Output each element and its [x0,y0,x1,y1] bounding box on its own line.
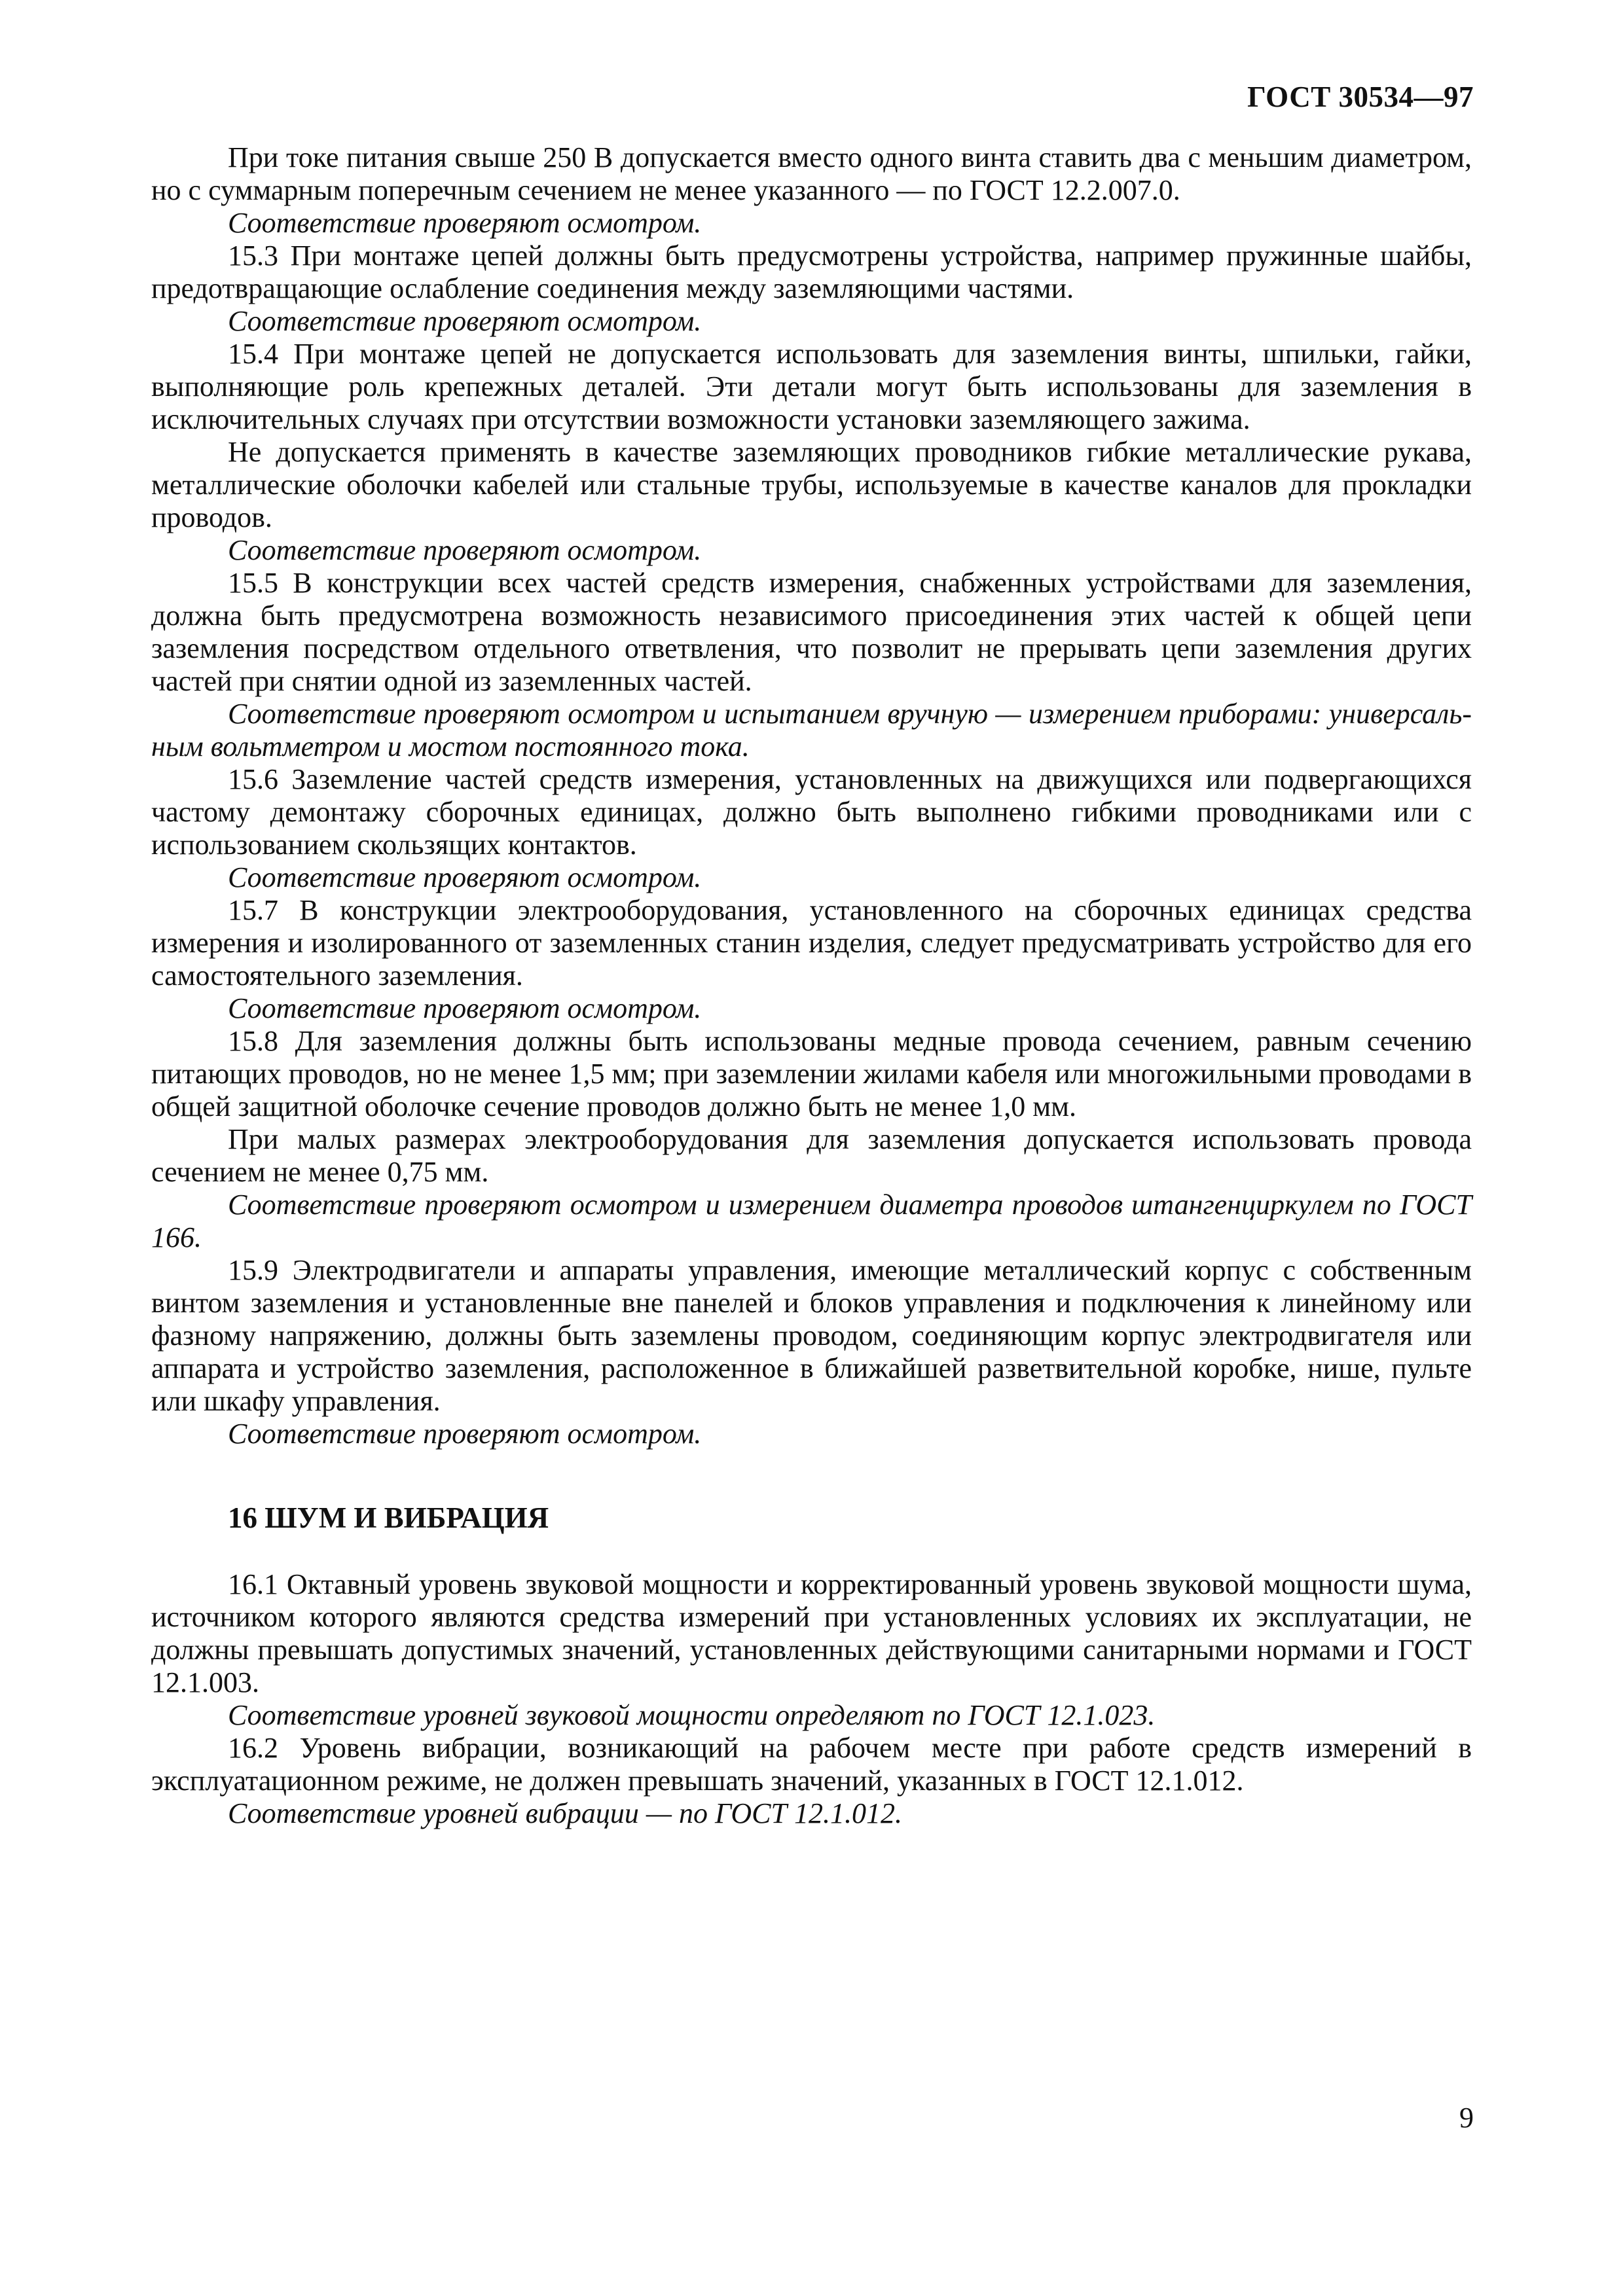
paragraph: Не допускается применять в качестве заземляющих проводников гибкие металлические рукава, металлические оболочки кабелей или стальные трубы, используемые в качестве каналов для прокладки проводов. [151,436,1472,533]
compliance-note: Соответствие уровней вибрации — по ГОСТ 12.1.012. [228,1797,902,1829]
body-text [151,141,1472,1830]
compliance-note: Соответствие проверяют осмотром. [228,992,702,1024]
clause-15-9: 15.9 Электродвигатели и аппараты управления, имеющие металлический корпус с собственным винтом заземления и установленные вне панелей и блоков управления и подключения к линейному или фазному напряжению, должны быть заземлены проводом, соединяющим корпус электродвигателя или аппарата и устройство заземления, расположенное в ближайшей разветвительной коробке, нише, пульте или шкафу управления. [151,1254,1472,1417]
clause-15-6: 15.6 Заземление частей средств измерения, установленных на движущихся или подвергающихся частому демонтажу сборочных единицах, должно быть выполнено гибкими проводниками или с использованием скользящих контактов. [151,763,1472,861]
clause-15-7: 15.7 В конструкции электрооборудования, установленного на сборочных единицах средства измерения и изолированного от заземленных станин изделия, следует предусматривать устройство для его самостоятельного заземления. [151,894,1472,992]
compliance-note: Соответствие проверяют осмотром. [228,861,702,893]
document-code-header: ГОСТ 30534—97 [1247,81,1474,113]
section-heading: 16 ШУМ И ВИБРАЦИЯ [228,1501,549,1534]
compliance-note: Соответствие проверяют осмотром. [228,305,702,337]
clause-16-2: 16.2 Уровень вибрации, возникающий на рабочем месте при работе средств измерений в эксплуатационном режиме, не должен превышать значений, указанных в ГОСТ 12.1.012. [151,1732,1472,1797]
compliance-note: Соответствие проверяют осмотром. [228,1418,702,1450]
clause-15-8: 15.8 Для заземления должны быть использованы медные провода сечением, равным сечению питающих проводов, но не менее 1,5 мм; при заземлении жилами кабеля или многожильными проводами в общей защитной оболочке сечение проводов должно быть не менее 1,0 мм. [151,1025,1472,1122]
clause-16-1: 16.1 Октавный уровень звуковой мощности и корректированный уровень звуковой мощности шума, источником которого являются средства измерений при установленных условиях их эксплуатации, не должны превышать допустимых значений, установленных действующими санитарными нормами и ГОСТ 12.1.003. [151,1568,1472,1698]
clause-15-5: 15.5 В конструкции всех частей средств измерения, снабженных устройствами для заземления, должна быть предусмотрена возможность независимого присоединения этих частей к общей цепи заземления посредством отдельного ответвления, что позволит не прерывать цепи заземления других частей при снятии одной из заземленных частей. [151,567,1472,697]
paragraph: При токе питания свыше 250 В допускается вместо одного винта ставить два с меньшим диаметром, но с суммарным поперечным сечением не менее указанного — по ГОСТ 12.2.007.0. [151,141,1472,206]
compliance-note: Соответствие проверяют осмотром. [228,534,702,566]
compliance-note: Соответствие проверяют осмотром и измерением диаметра проводов штангенциркулем по ГОСТ 166. [151,1189,1472,1253]
compliance-note: Соответствие проверяют осмотром. [228,207,702,239]
compliance-note: Соответствие уровней звуковой мощности определяют по ГОСТ 12.1.023. [228,1699,1156,1731]
compliance-note: Соответствие проверяют осмотром и испытанием вручную — измерением приборами: универсальным вольтметром и мостом постоянного тока. [151,698,1472,762]
page-number: 9 [1459,2102,1474,2134]
clause-15-4: 15.4 При монтаже цепей не допускается использовать для заземления винты, шпильки, гайки, выполняющие роль крепежных деталей. Эти детали могут быть использованы для заземления в исключительных случаях при отсутствии возможности установки заземляющего зажима. [151,338,1472,435]
paragraph: При малых размерах электрооборудования для заземления допускается использовать провода сечением не менее 0,75 мм. [151,1123,1472,1188]
clause-15-3: 15.3 При монтаже цепей должны быть предусмотрены устройства, например пружинные шайбы, предотвращающие ослабление соединения между заземляющими частями. [151,240,1472,304]
